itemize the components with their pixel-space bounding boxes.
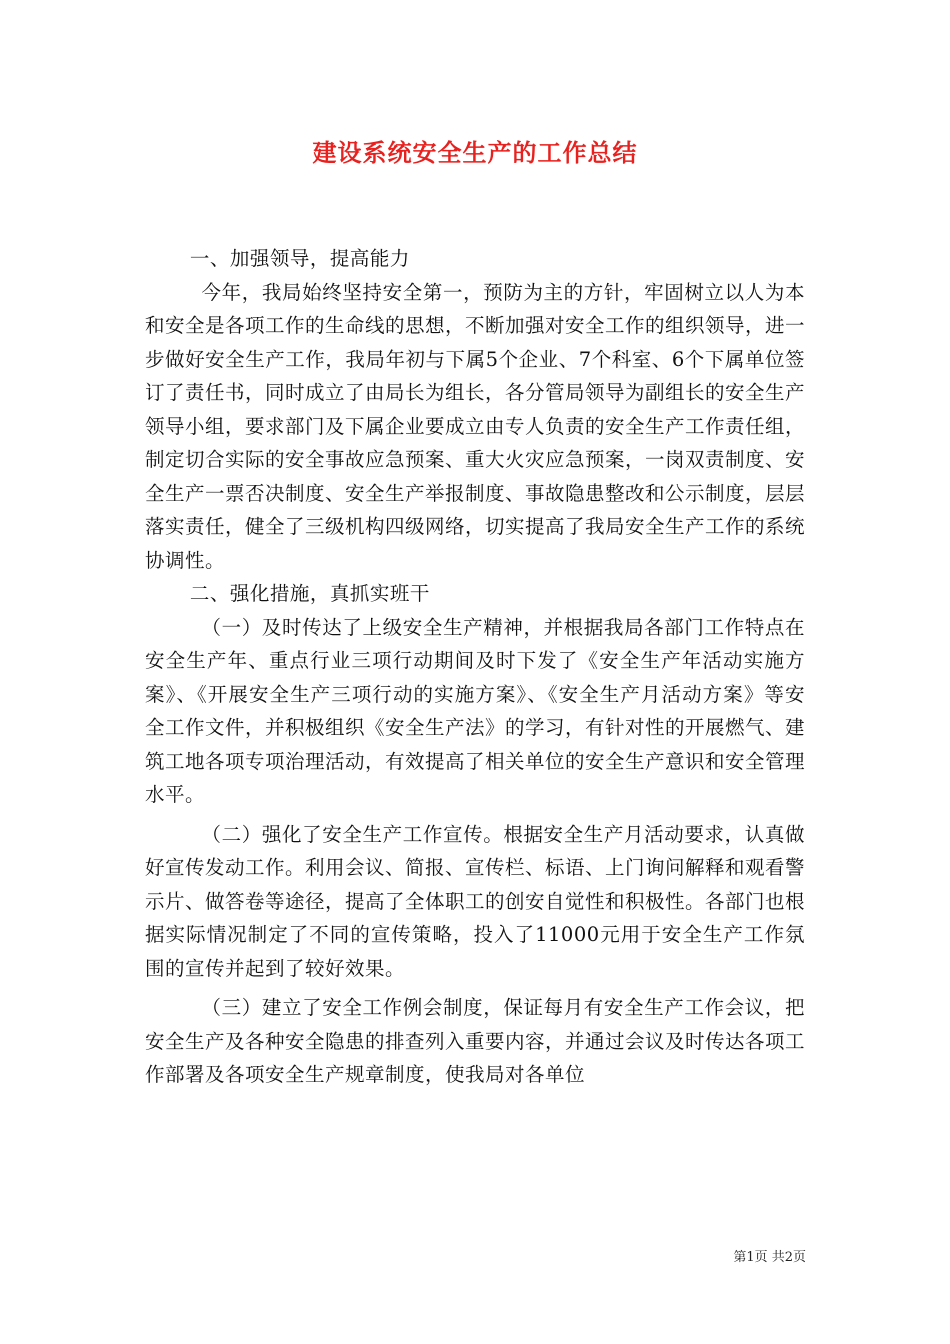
body-paragraph: （二）强化了安全生产工作宣传。根据安全生产月活动要求，认真做好宣传发动工作。利用会议、简报、宣传栏、标语、上门询问解释和观看警示片、做答卷等途径，提高了全体职工的创安自觉性和积极性。各部门也根据实际情况制定了不同的宣传策略，投入了11000元用于安全生产工作氛围的宣传并起到了较好效果。	[145, 822, 806, 980]
body-paragraph: （一）及时传达了上级安全生产精神，并根据我局各部门工作特点在安全生产年、重点行业三项行动期间及时下发了《安全生产年活动实施方案》、《开展安全生产三项行动的实施方案》、《安全生产月活动方案》等安全工作文件，并积极组织《安全生产法》的学习，有针对性的开展燃气、建筑工地各项专项治理活动，有效提高了相关单位的安全生产意识和安全管理水平。	[145, 615, 806, 806]
body-paragraph: （三）建立了安全工作例会制度，保证每月有安全生产工作会议，把安全生产及各种安全隐患的排查列入重要内容，并通过会议及时传达各项工作部署及各项安全生产规章制度，使我局对各单位	[145, 996, 806, 1086]
document-body	[145, 242, 805, 1092]
page-number: 第1页 共2页	[733, 1250, 806, 1265]
section-heading: 二、强化措施，真抓实班干	[189, 582, 430, 605]
section-heading: 一、加强领导，提高能力	[189, 247, 410, 270]
body-paragraph: 今年，我局始终坚持安全第一，预防为主的方针，牢固树立以人为本和安全是各项工作的生命线的思想，不断加强对安全工作的组织领导，进一步做好安全生产工作，我局年初与下属5个企业、7个科室、6个下属单位签订了责任书，同时成立了由局长为组长，各分管局领导为副组长的安全生产领导小组，要求部门及下属企业要成立由专人负责的安全生产工作责任组，制定切合实际的安全事故应急预案、重大火灾应急预案，一岗双责制度、安全生产一票否决制度、安全生产举报制度、事故隐患整改和公示制度，层层落实责任，健全了三级机构四级网络，切实提高了我局安全生产工作的系统协调性。	[145, 280, 806, 572]
document-title: 建设系统安全生产的工作总结	[312, 139, 638, 167]
